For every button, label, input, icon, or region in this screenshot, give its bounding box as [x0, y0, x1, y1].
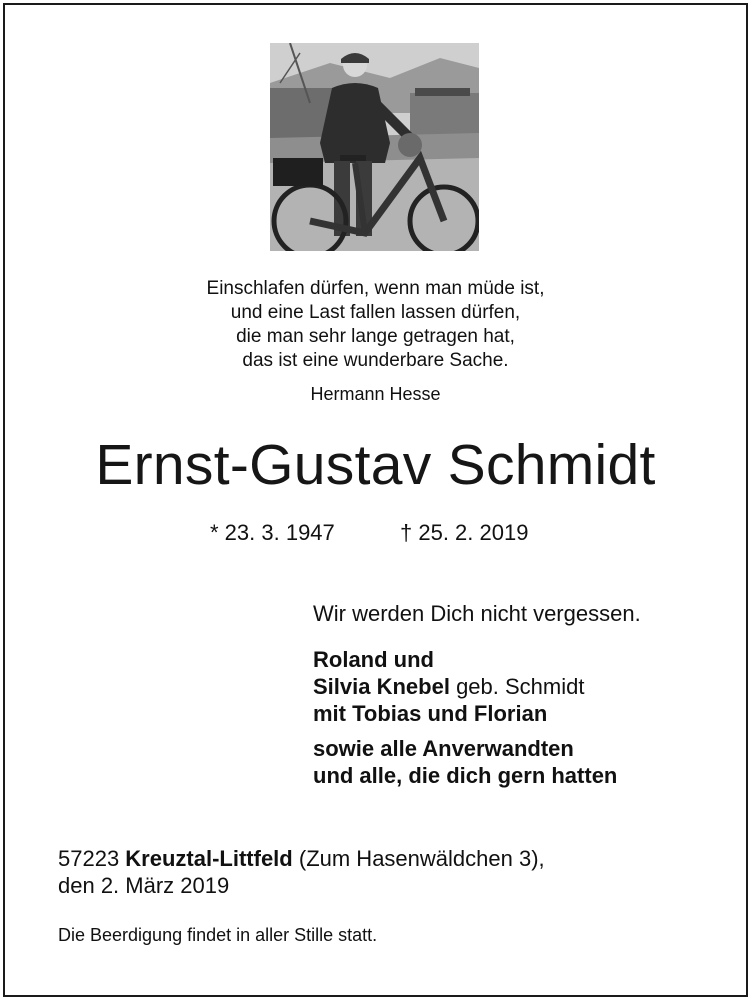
mourners-block: [313, 646, 584, 727]
portrait-photo: [270, 43, 479, 251]
street: (Zum Hasenwäldchen 3),: [292, 846, 545, 871]
address-block: [58, 845, 545, 899]
deceased-name: Ernst-Gustav Schmidt: [95, 433, 656, 497]
mourner-name: Silvia Knebel: [313, 674, 450, 699]
poem-line: und eine Last fallen lassen dürfen,: [230, 302, 521, 323]
quote-author: Hermann Hesse: [310, 384, 441, 404]
birth-date: * 23. 3. 1947: [210, 520, 335, 545]
poem-quote: [0, 277, 751, 373]
mourner-line: [313, 673, 584, 700]
address-line: [58, 845, 545, 872]
poem-line: die man sehr lange getragen hat,: [236, 326, 515, 347]
poem-line: das ist eine wunderbare Sache.: [242, 350, 509, 371]
mourner-line: mit Tobias und Florian: [313, 701, 548, 726]
relatives-block: [313, 735, 617, 789]
death-date: † 25. 2. 2019: [400, 520, 529, 545]
town-name: Kreuztal-Littfeld: [125, 846, 293, 871]
relatives-line: sowie alle Anverwandten: [313, 736, 574, 761]
farewell-text: Wir werden Dich nicht vergessen.: [313, 601, 641, 626]
relatives-line: und alle, die dich gern hatten: [313, 763, 618, 788]
mourner-maiden-name: geb. Schmidt: [449, 674, 585, 699]
burial-note: Die Beerdigung findet in aller Stille statt.: [58, 925, 378, 945]
zip-code: 57223: [58, 846, 126, 871]
poem-line: Einschlafen dürfen, wenn man müde ist,: [206, 278, 545, 299]
mourner-line: Roland und: [313, 647, 434, 672]
notice-date: den 2. März 2019: [58, 873, 230, 898]
